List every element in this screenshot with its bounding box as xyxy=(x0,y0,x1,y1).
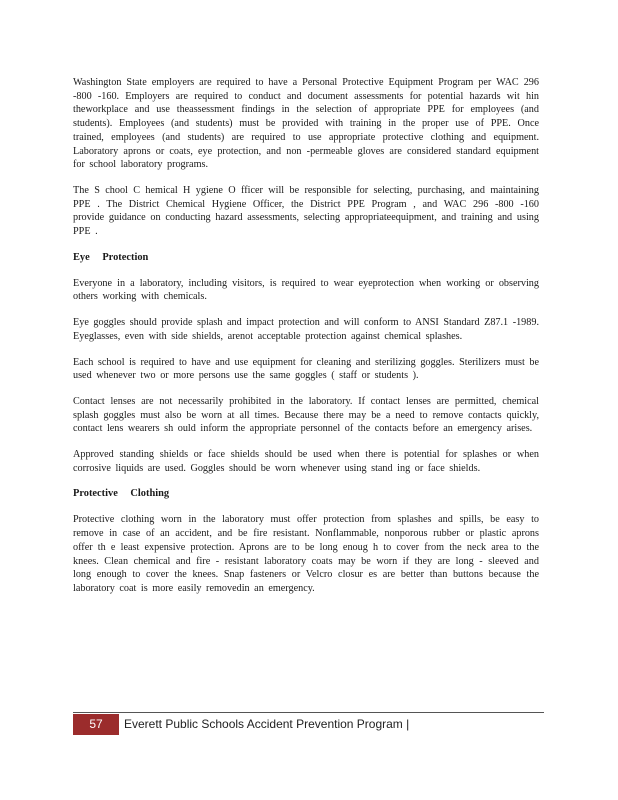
paragraph-contact-lenses: Contact lenses are not necessarily prohibited in the laboratory. If contact lenses are permitted, chemical splash goggles must also be worn at all times. Because there may be a need to remove contacts quickly, contact lens wearers sh ould inform the appropriate personnel of the contacts before an emergency arises. xyxy=(73,395,539,435)
paragraph-eye-goggles-standard: Eye goggles should provide splash and impact protection and will conform to ANSI Standard Z87.1 -1989. Eyeglasses, even with side shields, arenot acceptable protection against chemical splashes. xyxy=(73,317,540,342)
paragraph-goggle-sterilizers: Each school is required to have and use equipment for cleaning and sterilizing goggles. Sterilizers must be used whenever two or more persons use the same goggles ( staff or students ). xyxy=(73,356,539,382)
document-body xyxy=(73,76,539,608)
intro-paragraph-ppe-program: Washington State employers are required to have a Personal Protective Equipment Program per WAC 296 -800 -160. Employers are required to conduct and document assessments for potential hazards wit hin theworkplace and use theassessment findings in the selection of appropriate PPE for employees (and students). Employees (and students) must be provided with training in the proper use of PPE. Once trained, employees (and students) are required to use appropriate protective clothing and equipment. Laboratory aprons or coats, eye protection, and non -permeable gloves are considered standard equipment for school laboratory programs. xyxy=(73,77,539,171)
footer-document-title: Everett Public Schools Accident Prevention Program | xyxy=(124,717,410,731)
paragraph-face-shields: Approved standing shields or face shields should be used when there is potential for splashes or when corrosive liquids are used. Goggles should be worn whenever using stand ing or face shields. xyxy=(73,449,539,474)
heading-eye-protection: Eye Protection xyxy=(73,251,149,263)
heading-protective-clothing: Protective Clothing xyxy=(73,488,170,500)
paragraph-protective-clothing: Protective clothing worn in the laboratory must offer protection from splashes and spills, be easy to remove in case of an accident, and be fire resistant. Nonflammable, nonporous rubber or plastic aprons offer th e least expensive protection. Aprons are to be long enoug h to cover from the neck area to the knees. Clean chemical and fire - resistant laboratory coats may be worn if they are long - sleeved and long enough to cover the knees. Snap fasteners or Velcro closur es are better than buttons because the laboratory coat is more easily removedin an emergency. xyxy=(73,514,539,594)
paragraph-eye-protection-everyone: Everyone in a laboratory, including visitors, is required to wear eyeprotection when working or observing others working with chemicals. xyxy=(73,277,539,303)
page-number-badge: 57 xyxy=(73,714,119,735)
intro-paragraph-chemical-hygiene-officer: The S chool C hemical H ygiene O fficer will be responsible for selecting, purchasing, and maintaining PPE . The District Chemical Hygiene Officer, the District PPE Program , and WAC 296 -800 -160 provide guidance on conducting hazard assessments, selecting appropriateequipment, and training and using PPE . xyxy=(73,184,539,238)
page-footer xyxy=(73,712,544,735)
